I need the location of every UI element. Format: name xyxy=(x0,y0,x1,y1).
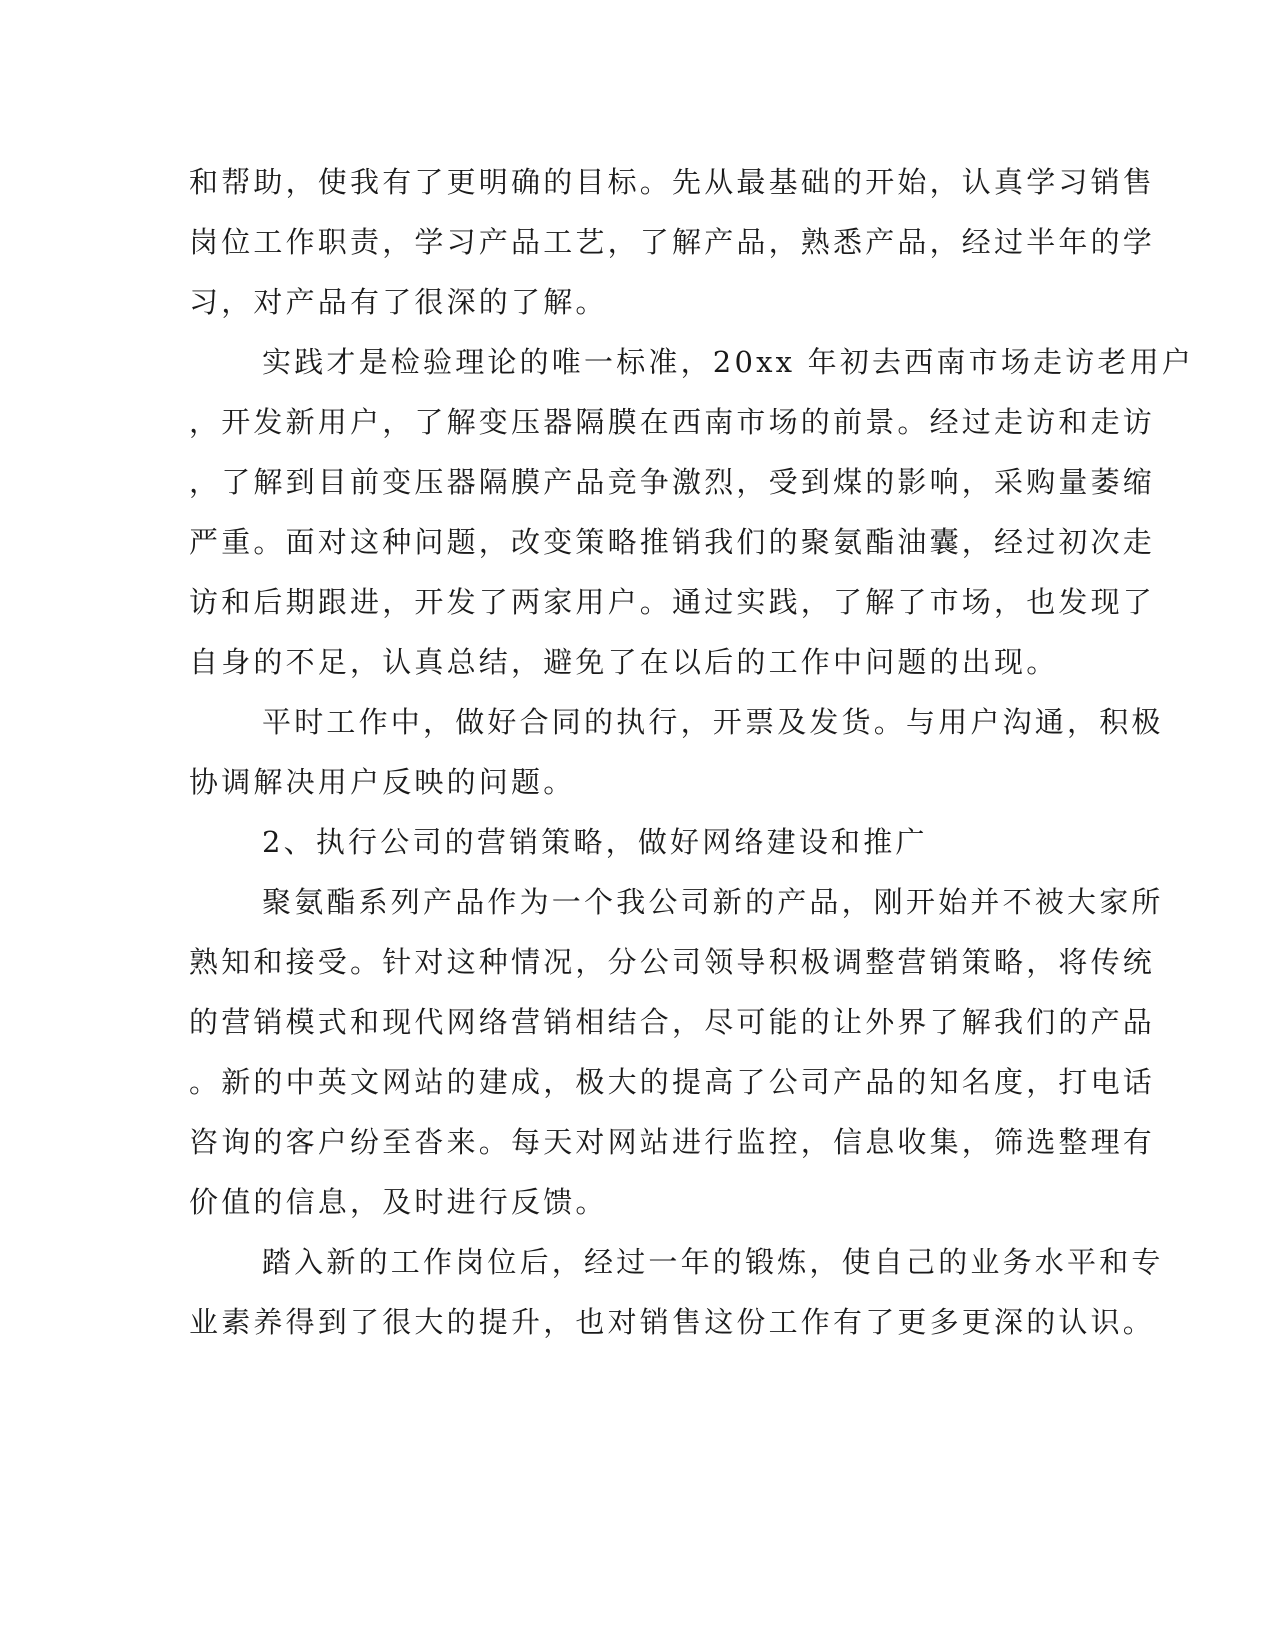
paragraph-line: ，开发新用户，了解变压器隔膜在西南市场的前景。经过走访和走访 xyxy=(189,405,1156,439)
paragraph-line: 自身的不足，认真总结，避免了在以后的工作中问题的出现。 xyxy=(189,645,1059,679)
section-heading: 2、执行公司的营销策略，做好网络建设和推广 xyxy=(262,825,928,859)
paragraph-line: 协调解决用户反映的问题。 xyxy=(189,765,576,799)
paragraph-line: 岗位工作职责，学习产品工艺，了解产品，熟悉产品，经过半年的学 xyxy=(189,225,1156,259)
paragraph-line: 。新的中英文网站的建成，极大的提高了公司产品的知名度，打电话 xyxy=(189,1065,1156,1099)
paragraph-line: 和帮助，使我有了更明确的目标。先从最基础的开始，认真学习销售 xyxy=(189,165,1156,199)
paragraph-line: 访和后期跟进，开发了两家用户。通过实践，了解了市场，也发现了 xyxy=(189,585,1156,619)
paragraph-line: 实践才是检验理论的唯一标准，20xx 年初去西南市场走访老用户 xyxy=(262,345,1195,379)
paragraph-line: 熟知和接受。针对这种情况，分公司领导积极调整营销策略，将传统 xyxy=(189,945,1156,979)
paragraph-line: 踏入新的工作岗位后，经过一年的锻炼，使自己的业务水平和专 xyxy=(262,1245,1164,1279)
paragraph-line: 的营销模式和现代网络营销相结合，尽可能的让外界了解我们的产品 xyxy=(189,1005,1156,1039)
paragraph-line: 平时工作中，做好合同的执行，开票及发货。与用户沟通，积极 xyxy=(262,705,1164,739)
paragraph-line: 业素养得到了很大的提升，也对销售这份工作有了更多更深的认识。 xyxy=(189,1305,1156,1339)
paragraph-line: 严重。面对这种问题，改变策略推销我们的聚氨酯油囊，经过初次走 xyxy=(189,525,1156,559)
paragraph-line: 咨询的客户纷至沓来。每天对网站进行监控，信息收集，筛选整理有 xyxy=(189,1125,1156,1159)
paragraph-line: 习，对产品有了很深的了解。 xyxy=(189,285,608,319)
paragraph-line: 聚氨酯系列产品作为一个我公司新的产品，刚开始并不被大家所 xyxy=(262,885,1164,919)
paragraph-line: ，了解到目前变压器隔膜产品竞争激烈，受到煤的影响，采购量萎缩 xyxy=(189,465,1156,499)
paragraph-line: 价值的信息，及时进行反馈。 xyxy=(189,1185,608,1219)
